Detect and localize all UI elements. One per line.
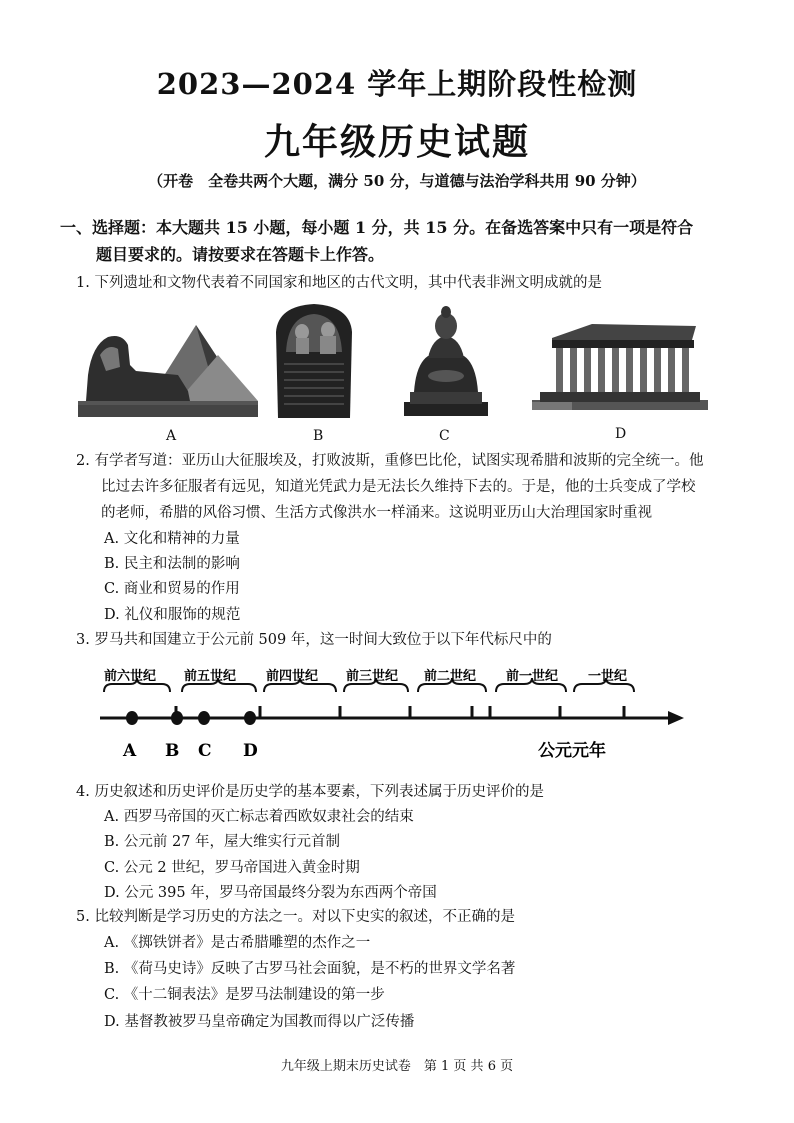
timeline-point-b — [171, 711, 183, 725]
question-4-option-d: D. 公元 395 年，罗马帝国最终分裂为东西两个帝国 — [104, 885, 437, 901]
buddha-statue-image — [398, 302, 494, 418]
timeline-point-c — [198, 711, 210, 725]
question-4-stem: 4. 历史叙述和历史评价是历史学的基本要素，下列表述属于历史评价的是 — [76, 784, 544, 800]
century-label: 前五世纪 — [184, 669, 237, 684]
exam-instructions: （开卷 全卷共两个大题，满分 50 分，与道德与法治学科共用 90 分钟） — [148, 172, 646, 190]
century-label: 前三世纪 — [346, 669, 399, 684]
sphinx-pyramid-image — [78, 305, 258, 417]
question-2-option-b: B. 民主和法制的影响 — [104, 556, 240, 572]
exam-term-title: 2023—2024 学年上期阶段性检测 — [156, 67, 638, 101]
question-2-option-a: A. 文化和精神的力量 — [104, 531, 240, 547]
parthenon-image — [532, 318, 708, 410]
question-5-option-b: B. 《荷马史诗》反映了古罗马社会面貌，是不朽的世界文学名著 — [104, 961, 516, 977]
image-a-label: A — [166, 428, 177, 444]
question-2-line3: 的老师，希腊的风俗习惯、生活方式像洪水一样涌来。这说明亚历山大治理国家时重视 — [101, 505, 652, 521]
image-b-label: B — [313, 428, 324, 444]
era-label: 公元元年 — [538, 741, 606, 761]
question-5-option-d: D. 基督教被罗马皇帝确定为国教而得以广泛传播 — [104, 1014, 415, 1030]
point-letter-c: C — [198, 741, 212, 761]
image-c-label: C — [439, 428, 450, 444]
question-5-option-a: A. 《掷铁饼者》是古希腊雕塑的杰作之一 — [104, 935, 371, 951]
point-letter-b: B — [165, 741, 180, 761]
point-letter-a: A — [123, 741, 137, 761]
century-label: 前二世纪 — [424, 669, 477, 684]
century-label: 一世纪 — [588, 669, 628, 684]
question-5-option-c: C. 《十二铜表法》是罗马法制建设的第一步 — [104, 987, 385, 1003]
section-heading-line1: 一、选择题：本大题共 15 小题，每小题 1 分，共 15 分。在备选答案中只有一项是符合 — [60, 218, 694, 237]
question-2-line2: 比过去许多征服者有远见，知道光凭武力是无法长久维持下去的。于是，他的士兵变成了学校 — [101, 479, 696, 495]
question-5-stem: 5. 比较判断是学习历史的方法之一。对以下史实的叙述，不正确的是 — [76, 909, 515, 925]
question-4-option-b: B. 公元前 27 年，屋大维实行元首制 — [104, 834, 341, 850]
century-label: 前四世纪 — [266, 669, 319, 684]
page-footer: 九年级上期末历史试卷 第 1 页 共 6 页 — [280, 1059, 514, 1074]
question-4-option-a: A. 西罗马帝国的灭亡标志着西欧奴隶社会的结束 — [104, 809, 414, 825]
timeline-point-d — [244, 711, 256, 725]
question-2-option-c: C. 商业和贸易的作用 — [104, 581, 240, 597]
question-3-stem: 3. 罗马共和国建立于公元前 509 年，这一时间大致位于以下年代标尺中的 — [76, 632, 552, 648]
question-2-line1: 2. 有学者写道：亚历山大征服埃及，打败波斯，重修巴比伦，试图实现希腊和波斯的完全统一。他 — [76, 453, 704, 469]
point-letter-d: D — [243, 741, 258, 761]
question-1-stem: 1. 下列遗址和文物代表着不同国家和地区的古代文明，其中代表非洲文明成就的是 — [76, 275, 602, 291]
question-4-option-c: C. 公元 2 世纪，罗马帝国进入黄金时期 — [104, 860, 360, 876]
century-label: 前六世纪 — [104, 669, 157, 684]
hammurabi-stele-image — [272, 302, 356, 418]
question-2-option-d: D. 礼仪和服饰的规范 — [104, 607, 241, 623]
century-timeline — [92, 660, 692, 764]
exam-subject-title: 九年级历史试题 — [263, 121, 530, 163]
section-heading-line2: 题目要求的。请按要求在答题卡上作答。 — [96, 245, 385, 264]
image-d-label: D — [615, 426, 627, 442]
timeline-point-a — [126, 711, 138, 725]
timeline-arrow — [668, 711, 684, 725]
century-label: 前一世纪 — [506, 669, 559, 684]
